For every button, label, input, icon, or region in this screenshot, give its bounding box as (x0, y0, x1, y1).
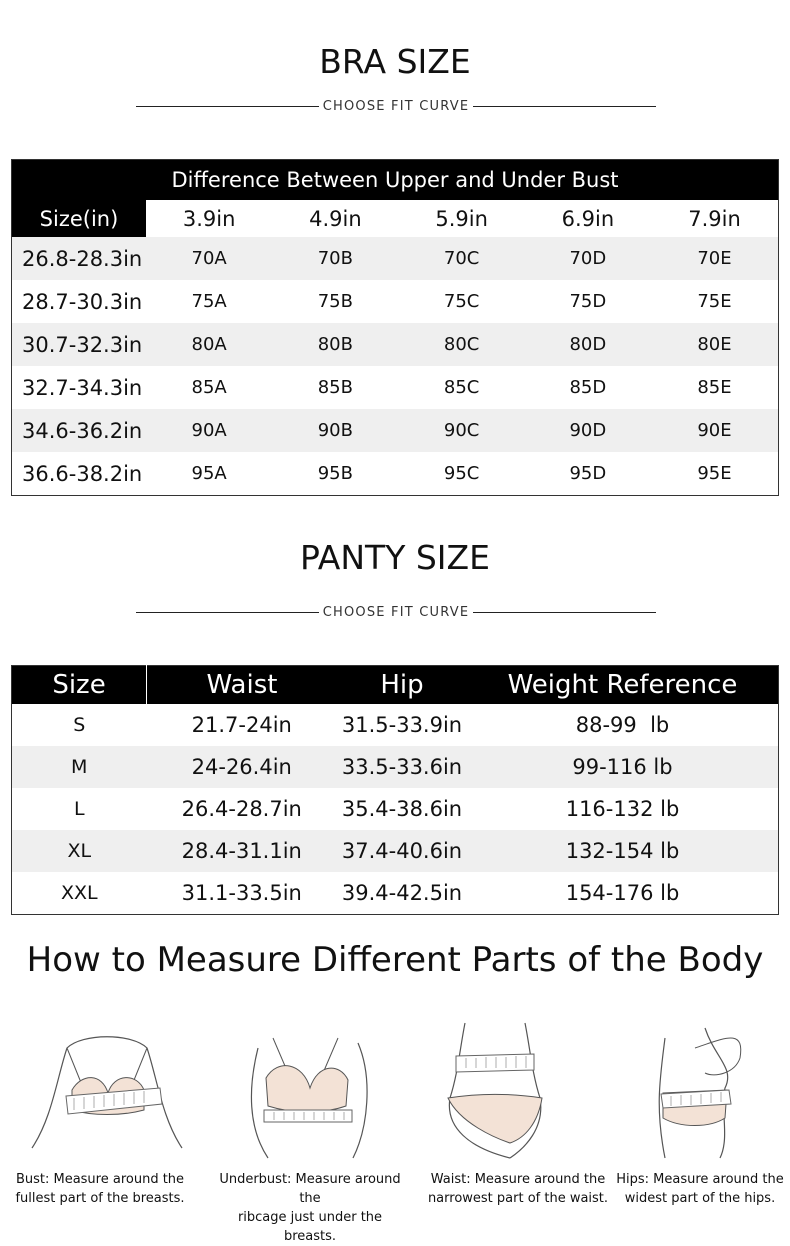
panty-header-row (12, 666, 779, 705)
bra-cell: 70E (651, 237, 779, 280)
bra-cell: 85E (697, 377, 732, 398)
divider-line-left (136, 106, 319, 107)
bra-size-table (11, 159, 779, 496)
bra-col-header: 6.9in (561, 206, 615, 231)
bra-cell: 95B (317, 463, 353, 484)
bra-cell: 80C (399, 323, 525, 366)
hips-caption (600, 1170, 790, 1208)
panty-col-header: Size (12, 666, 147, 705)
table-row (12, 280, 779, 323)
bra-cell: 75B (317, 291, 353, 312)
bra-cell: 95E (697, 463, 732, 484)
bra-cell: 85C (443, 377, 480, 398)
bust-measure-illustration (22, 1018, 192, 1163)
bra-cell: 80A (146, 323, 272, 366)
bra-cell: 70B (272, 237, 398, 280)
caption-line: Waist: Measure around the (430, 1172, 606, 1187)
measure-section-title: How to Measure Different Parts of the Body (26, 940, 764, 980)
bra-row-label: 36.6-38.2in (22, 461, 143, 486)
caption-line: Hips: Measure around the (616, 1172, 784, 1187)
hips-measure-illustration (625, 1018, 790, 1163)
bra-cell: 80E (651, 323, 779, 366)
bra-cell: 90E (651, 409, 779, 452)
bra-size-label: Size(in) (12, 200, 147, 237)
caption-line: ribcage just under the breasts. (237, 1210, 383, 1244)
panty-size-cell: XXL (60, 882, 98, 904)
caption-line: Underbust: Measure around the (219, 1172, 401, 1206)
panty-weight-cell: 154-176 lb (565, 881, 680, 905)
caption-line: narrowest part of the waist. (427, 1191, 609, 1206)
bra-cell: 85D (569, 377, 607, 398)
panty-waist-cell: 28.4-31.1in (147, 830, 338, 872)
bra-row-label: 28.7-30.3in (22, 289, 143, 314)
table-row (12, 366, 779, 409)
bra-cell: 70C (399, 237, 525, 280)
bra-subtitle: CHOOSE FIT CURVE (322, 99, 470, 114)
panty-weight-cell: 99-116 lb (467, 746, 779, 788)
table-row (12, 830, 779, 872)
bra-col-header: 4.9in (309, 206, 362, 231)
bra-cell: 75C (443, 291, 480, 312)
bra-cell: 75D (569, 291, 607, 312)
panty-hip-cell: 33.5-33.6in (337, 746, 467, 788)
bra-column-header-row (12, 200, 779, 237)
panty-hip-cell: 35.4-38.6in (341, 797, 463, 821)
table-row (12, 746, 779, 788)
table-row (12, 788, 779, 830)
divider-line-left (136, 612, 319, 613)
bust-caption (0, 1170, 200, 1208)
bra-cell: 75E (697, 291, 732, 312)
panty-subtitle: CHOOSE FIT CURVE (322, 605, 470, 620)
bra-row-label: 30.7-32.3in (12, 323, 147, 366)
bra-cell: 90D (525, 409, 651, 452)
bra-size-title: BRA SIZE (319, 42, 471, 81)
bra-cell: 70A (146, 237, 272, 280)
caption-line: Bust: Measure around the (15, 1172, 185, 1187)
panty-hip-cell: 31.5-33.9in (341, 713, 463, 737)
bra-cell: 70D (525, 237, 651, 280)
bra-table-header-row (12, 160, 779, 201)
bra-col-header: 3.9in (182, 206, 236, 231)
bra-cell: 85B (317, 377, 353, 398)
bra-col-header: 5.9in (435, 206, 488, 231)
bra-subtitle-divider (136, 99, 656, 113)
waist-caption (418, 1170, 618, 1208)
bra-cell: 90A (146, 409, 272, 452)
panty-size-cell: S (73, 714, 86, 736)
panty-size-title: PANTY SIZE (300, 538, 490, 577)
bra-cell: 95A (191, 463, 227, 484)
bra-row-label: 26.8-28.3in (12, 237, 147, 280)
bra-cell: 95D (569, 463, 607, 484)
divider-line-right (473, 612, 656, 613)
table-row (12, 409, 779, 452)
panty-hip-cell: 37.4-40.6in (337, 830, 467, 872)
panty-hip-cell: 39.4-42.5in (341, 881, 463, 905)
panty-size-table (11, 665, 779, 915)
bra-cell: 80B (272, 323, 398, 366)
caption-line: widest part of the hips. (624, 1191, 776, 1206)
panty-size-cell: M (12, 746, 147, 788)
panty-waist-cell: 21.7-24in (191, 713, 292, 737)
bra-cell: 95C (443, 463, 480, 484)
panty-subtitle-divider (136, 605, 656, 619)
bra-cell: 90B (272, 409, 398, 452)
bra-cell: 80D (525, 323, 651, 366)
panty-weight-cell: 132-154 lb (467, 830, 779, 872)
bra-cell: 90C (399, 409, 525, 452)
table-row (12, 452, 779, 496)
panty-col-header: Hip (337, 666, 467, 705)
underbust-measure-illustration (228, 1018, 398, 1163)
bra-cell: 85A (191, 377, 227, 398)
panty-size-cell: L (73, 798, 85, 820)
bra-table-header: Difference Between Upper and Under Bust (12, 160, 779, 201)
panty-weight-cell: 88-99 lb (575, 713, 670, 737)
waist-measure-illustration (430, 1018, 600, 1163)
table-row (12, 323, 779, 366)
bra-cell: 75A (191, 291, 227, 312)
divider-line-right (473, 106, 656, 107)
panty-waist-cell: 31.1-33.5in (181, 881, 302, 905)
table-row (12, 704, 779, 746)
table-row (12, 872, 779, 915)
panty-waist-cell: 26.4-28.7in (181, 797, 302, 821)
panty-col-header: Waist (147, 666, 338, 705)
panty-weight-cell: 116-132 lb (565, 797, 680, 821)
panty-size-cell: XL (12, 830, 147, 872)
panty-col-header: Weight Reference (467, 666, 779, 705)
bra-row-label: 32.7-34.3in (22, 375, 143, 400)
underbust-caption (210, 1170, 410, 1246)
caption-line: fullest part of the breasts. (15, 1191, 185, 1206)
bra-row-label: 34.6-36.2in (12, 409, 147, 452)
table-row (12, 237, 779, 280)
panty-waist-cell: 24-26.4in (147, 746, 338, 788)
bra-col-header: 7.9in (688, 206, 741, 231)
